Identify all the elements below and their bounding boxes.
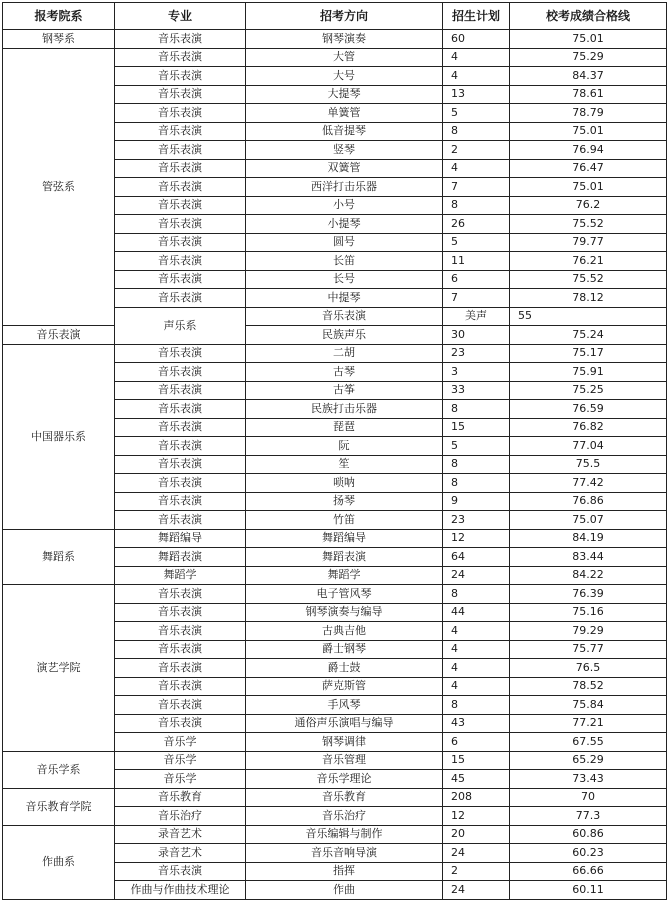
header-department: 报考院系 — [3, 3, 115, 30]
direction-cell: 单簧管 — [246, 104, 443, 123]
enrollment-plan-cell: 4 — [443, 622, 510, 641]
major-cell: 音乐表演 — [115, 400, 246, 419]
table-row — [3, 48, 667, 67]
major-cell: 音乐表演 — [115, 141, 246, 160]
major-cell: 音乐表演 — [115, 215, 246, 234]
major-cell: 舞蹈表演 — [115, 548, 246, 567]
passing-score-cell: 78.61 — [510, 85, 667, 104]
enrollment-plan-cell: 20 — [443, 825, 510, 844]
major-cell: 音乐学 — [115, 751, 246, 770]
major-cell: 音乐表演 — [115, 640, 246, 659]
enrollment-plan-cell: 4 — [443, 48, 510, 67]
direction-cell: 舞蹈表演 — [246, 548, 443, 567]
major-cell: 音乐表演 — [246, 307, 443, 326]
direction-cell: 指挥 — [246, 862, 443, 881]
enrollment-plan-cell: 24 — [443, 844, 510, 863]
direction-cell: 萨克斯管 — [246, 677, 443, 696]
direction-cell: 扬琴 — [246, 492, 443, 511]
enrollment-plan-cell: 8 — [443, 696, 510, 715]
major-cell: 音乐表演 — [115, 622, 246, 641]
department-cell: 中国器乐系 — [3, 344, 115, 529]
enrollment-plan-cell: 2 — [443, 862, 510, 881]
major-cell: 音乐表演 — [115, 585, 246, 604]
major-cell: 音乐表演 — [115, 659, 246, 678]
major-cell: 舞蹈编导 — [115, 529, 246, 548]
enrollment-plan-cell: 24 — [443, 566, 510, 585]
enrollment-plan-cell: 6 — [443, 270, 510, 289]
enrollment-plan-cell: 8 — [443, 455, 510, 474]
major-cell: 音乐学 — [115, 770, 246, 789]
department-cell: 钢琴系 — [3, 30, 115, 49]
direction-cell: 大提琴 — [246, 85, 443, 104]
direction-cell: 电子管风琴 — [246, 585, 443, 604]
enrollment-plan-cell: 24 — [443, 881, 510, 900]
direction-cell: 古筝 — [246, 381, 443, 400]
enrollment-plan-cell: 7 — [443, 178, 510, 197]
direction-cell: 圆号 — [246, 233, 443, 252]
enrollment-plan-cell: 15 — [443, 418, 510, 437]
passing-score-cell: 60.11 — [510, 881, 667, 900]
table-row — [3, 585, 667, 604]
enrollment-plan-cell: 2 — [443, 141, 510, 160]
major-cell: 音乐表演 — [115, 122, 246, 141]
passing-score-cell: 60.23 — [510, 844, 667, 863]
passing-score-cell: 75.5 — [510, 455, 667, 474]
header-direction: 招考方向 — [246, 3, 443, 30]
major-cell: 音乐表演 — [115, 252, 246, 271]
enrollment-plan-cell: 3 — [443, 363, 510, 382]
table-header-row — [3, 3, 667, 30]
major-cell: 音乐表演 — [115, 85, 246, 104]
major-cell: 录音艺术 — [115, 825, 246, 844]
major-cell: 音乐表演 — [115, 178, 246, 197]
passing-score-cell: 77.04 — [510, 437, 667, 456]
passing-score-cell: 73.43 — [510, 770, 667, 789]
header-enrollment-plan: 招生计划 — [443, 3, 510, 30]
header-major: 专业 — [115, 3, 246, 30]
enrollment-plan-cell: 8 — [443, 400, 510, 419]
passing-score-cell: 84.37 — [510, 67, 667, 86]
direction-cell: 音乐学理论 — [246, 770, 443, 789]
passing-score-cell: 75.16 — [510, 603, 667, 622]
major-cell: 音乐表演 — [115, 289, 246, 308]
major-cell: 音乐表演 — [115, 270, 246, 289]
enrollment-plan-cell: 45 — [443, 770, 510, 789]
major-cell: 音乐表演 — [115, 492, 246, 511]
table-row — [3, 788, 667, 807]
enrollment-plan-cell: 4 — [443, 677, 510, 696]
direction-cell: 音乐治疗 — [246, 807, 443, 826]
passing-score-cell: 75.29 — [510, 48, 667, 67]
major-cell: 音乐表演 — [115, 696, 246, 715]
table-row — [3, 30, 667, 49]
passing-score-cell: 75.24 — [510, 326, 667, 345]
passing-score-cell: 77.21 — [510, 714, 667, 733]
direction-cell: 低音提琴 — [246, 122, 443, 141]
enrollment-plan-cell: 8 — [443, 122, 510, 141]
department-cell: 音乐教育学院 — [3, 788, 115, 825]
header-passing-score: 校考成绩合格线 — [510, 3, 667, 30]
passing-score-cell: 78.52 — [510, 677, 667, 696]
direction-cell: 双簧管 — [246, 159, 443, 178]
enrollment-plan-cell: 26 — [443, 215, 510, 234]
table-row — [3, 344, 667, 363]
major-cell: 音乐学 — [115, 733, 246, 752]
enrollment-plan-cell: 4 — [443, 159, 510, 178]
department-cell: 作曲系 — [3, 825, 115, 899]
enrollment-plan-cell: 6 — [443, 733, 510, 752]
enrollment-plan-cell: 15 — [443, 751, 510, 770]
passing-score-cell: 75.84 — [510, 696, 667, 715]
major-cell: 音乐表演 — [115, 67, 246, 86]
direction-cell: 笙 — [246, 455, 443, 474]
passing-score-cell: 67.55 — [510, 733, 667, 752]
enrollment-plan-cell: 7 — [443, 289, 510, 308]
enrollment-plan-cell: 4 — [443, 659, 510, 678]
passing-score-cell: 78.12 — [510, 289, 667, 308]
passing-score-cell: 76.59 — [510, 400, 667, 419]
passing-score-cell: 84.22 — [510, 566, 667, 585]
passing-score-cell: 66.66 — [510, 862, 667, 881]
major-cell: 录音艺术 — [115, 844, 246, 863]
enrollment-plan-cell: 23 — [443, 511, 510, 530]
enrollment-plan-cell: 12 — [443, 529, 510, 548]
enrollment-plan-cell: 5 — [443, 437, 510, 456]
enrollment-plan-cell: 12 — [443, 807, 510, 826]
enrollment-plan-cell: 44 — [443, 603, 510, 622]
major-cell: 音乐表演 — [115, 677, 246, 696]
direction-cell: 大管 — [246, 48, 443, 67]
passing-score-cell: 75.17 — [510, 344, 667, 363]
direction-cell: 音乐音响导演 — [246, 844, 443, 863]
direction-cell: 长笛 — [246, 252, 443, 271]
passing-score-cell: 75.01 — [510, 178, 667, 197]
passing-score-cell: 76.82 — [510, 418, 667, 437]
enrollment-plan-cell: 43 — [443, 714, 510, 733]
passing-score-cell: 76.5 — [510, 659, 667, 678]
enrollment-plan-cell: 13 — [443, 85, 510, 104]
direction-cell: 中提琴 — [246, 289, 443, 308]
enrollment-plan-cell: 4 — [443, 640, 510, 659]
enrollment-plan-cell: 23 — [443, 344, 510, 363]
passing-score-cell: 60.86 — [510, 825, 667, 844]
direction-cell: 西洋打击乐器 — [246, 178, 443, 197]
passing-score-cell: 76.47 — [510, 159, 667, 178]
major-cell: 音乐教育 — [115, 788, 246, 807]
passing-score-cell: 75.25 — [510, 381, 667, 400]
major-cell: 音乐表演 — [115, 30, 246, 49]
direction-cell: 舞蹈编导 — [246, 529, 443, 548]
direction-cell: 钢琴演奏与编导 — [246, 603, 443, 622]
major-cell: 音乐表演 — [115, 159, 246, 178]
department-cell: 管弦系 — [3, 48, 115, 326]
passing-score-cell: 76.2 — [510, 196, 667, 215]
direction-cell: 音乐管理 — [246, 751, 443, 770]
passing-score-cell: 76.39 — [510, 585, 667, 604]
passing-score-cell: 77.42 — [510, 474, 667, 493]
passing-score-cell: 65.29 — [510, 751, 667, 770]
major-cell: 音乐表演 — [115, 418, 246, 437]
enrollment-plan-cell: 8 — [443, 474, 510, 493]
passing-score-cell: 83.44 — [510, 548, 667, 567]
enrollment-plan-cell: 4 — [443, 67, 510, 86]
passing-score-cell: 77.3 — [510, 807, 667, 826]
direction-cell: 民族声乐 — [246, 326, 443, 345]
direction-cell: 作曲 — [246, 881, 443, 900]
department-cell: 声乐系 — [115, 307, 246, 344]
passing-score-cell: 75.52 — [510, 270, 667, 289]
direction-cell: 爵士鼓 — [246, 659, 443, 678]
major-cell: 音乐表演 — [115, 474, 246, 493]
major-cell: 音乐表演 — [115, 233, 246, 252]
major-cell: 音乐表演 — [115, 48, 246, 67]
direction-cell: 小号 — [246, 196, 443, 215]
enrollment-plan-cell: 64 — [443, 548, 510, 567]
passing-score-cell: 75.52 — [510, 215, 667, 234]
direction-cell: 通俗声乐演唱与编导 — [246, 714, 443, 733]
major-cell: 音乐治疗 — [115, 807, 246, 826]
major-cell: 音乐表演 — [115, 714, 246, 733]
passing-score-cell: 76.86 — [510, 492, 667, 511]
direction-cell: 长号 — [246, 270, 443, 289]
enrollment-plan-cell: 9 — [443, 492, 510, 511]
direction-cell: 音乐教育 — [246, 788, 443, 807]
direction-cell: 钢琴调律 — [246, 733, 443, 752]
direction-cell: 爵士钢琴 — [246, 640, 443, 659]
department-cell: 音乐学系 — [3, 751, 115, 788]
table-body — [3, 30, 667, 900]
passing-score-cell: 76.21 — [510, 252, 667, 271]
direction-cell: 古琴 — [246, 363, 443, 382]
enrollment-plan-cell: 33 — [443, 381, 510, 400]
department-cell: 演艺学院 — [3, 585, 115, 752]
direction-cell: 手风琴 — [246, 696, 443, 715]
direction-cell: 美声 — [443, 307, 510, 326]
direction-cell: 小提琴 — [246, 215, 443, 234]
direction-cell: 竹笛 — [246, 511, 443, 530]
table-row — [3, 529, 667, 548]
passing-score-cell: 76.94 — [510, 141, 667, 160]
passing-score-cell: 78.79 — [510, 104, 667, 123]
enrollment-plan-cell: 11 — [443, 252, 510, 271]
direction-cell: 大号 — [246, 67, 443, 86]
direction-cell: 竖琴 — [246, 141, 443, 160]
major-cell: 音乐表演 — [115, 862, 246, 881]
table-row — [3, 326, 667, 345]
passing-score-cell: 75.01 — [510, 30, 667, 49]
enrollment-plan-cell: 60 — [443, 30, 510, 49]
passing-score-cell: 75.01 — [510, 122, 667, 141]
direction-cell: 民族打击乐器 — [246, 400, 443, 419]
enrollment-plan-cell: 55 — [510, 307, 667, 326]
direction-cell: 唢呐 — [246, 474, 443, 493]
major-cell: 音乐表演 — [115, 363, 246, 382]
enrollment-plan-cell: 208 — [443, 788, 510, 807]
enrollment-plan-cell: 8 — [443, 585, 510, 604]
passing-score-cell: 70 — [510, 788, 667, 807]
passing-score-cell: 75.91 — [510, 363, 667, 382]
major-cell: 音乐表演 — [115, 455, 246, 474]
direction-cell: 钢琴演奏 — [246, 30, 443, 49]
major-cell: 音乐表演 — [115, 603, 246, 622]
direction-cell: 音乐编辑与制作 — [246, 825, 443, 844]
direction-cell: 二胡 — [246, 344, 443, 363]
direction-cell: 琵琶 — [246, 418, 443, 437]
major-cell: 音乐表演 — [115, 511, 246, 530]
passing-score-cell: 84.19 — [510, 529, 667, 548]
table-row — [3, 825, 667, 844]
table-row — [3, 751, 667, 770]
direction-cell: 舞蹈学 — [246, 566, 443, 585]
major-cell: 音乐表演 — [115, 437, 246, 456]
direction-cell: 阮 — [246, 437, 443, 456]
major-cell: 音乐表演 — [115, 381, 246, 400]
major-cell: 音乐表演 — [115, 104, 246, 123]
department-cell: 舞蹈系 — [3, 529, 115, 585]
enrollment-plan-cell: 5 — [443, 104, 510, 123]
major-cell: 舞蹈学 — [115, 566, 246, 585]
admission-score-table — [2, 2, 667, 900]
passing-score-cell: 75.07 — [510, 511, 667, 530]
passing-score-cell: 79.29 — [510, 622, 667, 641]
major-cell: 音乐表演 — [3, 326, 115, 345]
major-cell: 音乐表演 — [115, 344, 246, 363]
major-cell: 作曲与作曲技术理论 — [115, 881, 246, 900]
direction-cell: 古典吉他 — [246, 622, 443, 641]
enrollment-plan-cell: 5 — [443, 233, 510, 252]
enrollment-plan-cell: 30 — [443, 326, 510, 345]
enrollment-plan-cell: 8 — [443, 196, 510, 215]
passing-score-cell: 75.77 — [510, 640, 667, 659]
passing-score-cell: 79.77 — [510, 233, 667, 252]
major-cell: 音乐表演 — [115, 196, 246, 215]
